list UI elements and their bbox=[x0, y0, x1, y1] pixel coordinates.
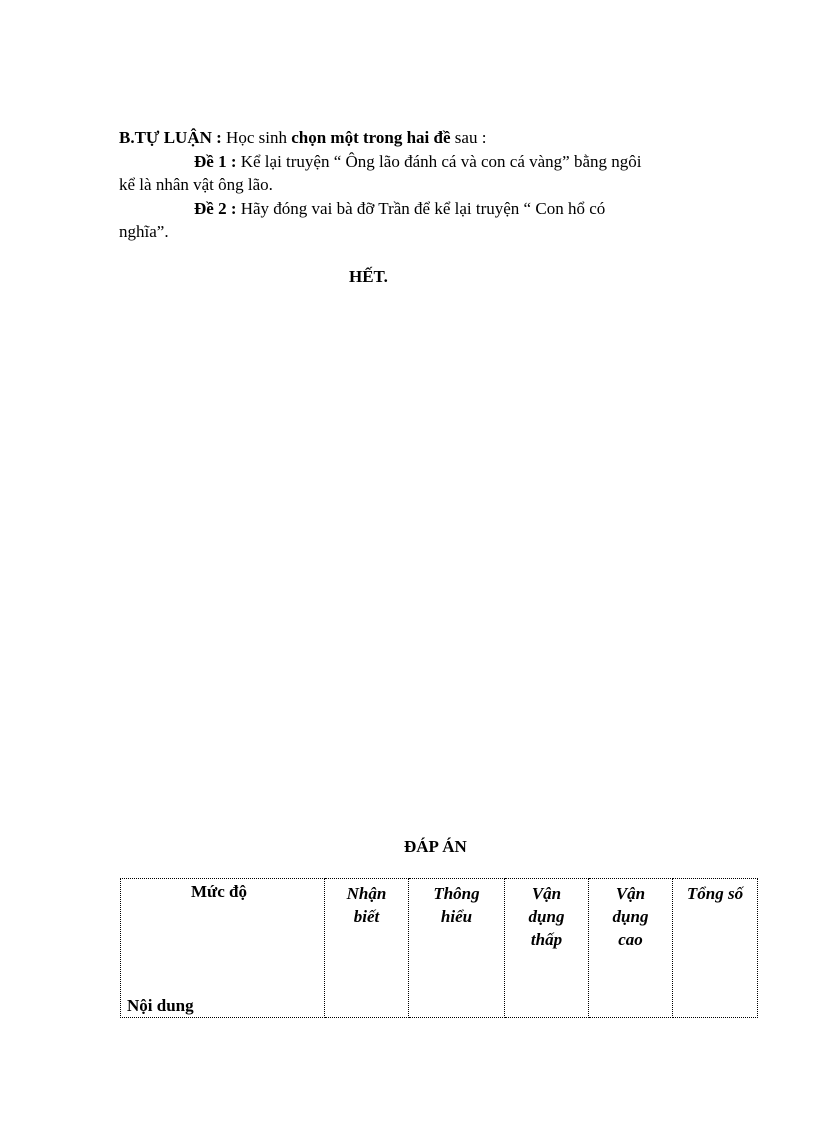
topic-2-continuation: nghĩa”. bbox=[119, 222, 169, 241]
header-word: dụng bbox=[612, 907, 649, 926]
topic-1-label: Đề 1 : bbox=[194, 152, 237, 171]
corner-cell bbox=[121, 879, 325, 1018]
topic-2-line bbox=[194, 199, 605, 219]
table-header-row bbox=[121, 879, 758, 1018]
column-thong-hieu bbox=[409, 879, 505, 1018]
answer-table-container bbox=[120, 878, 757, 1018]
topic-1-continuation: kể là nhân vật ông lão. bbox=[119, 175, 273, 194]
topic-1-line bbox=[194, 152, 642, 172]
instruction-prefix: Học sinh bbox=[221, 128, 292, 147]
content-label: Nội dung bbox=[127, 996, 194, 1015]
essay-heading: B.TỰ LUẬN : bbox=[119, 128, 222, 147]
column-van-dung-thap bbox=[505, 879, 589, 1018]
instruction-suffix: sau : bbox=[450, 128, 487, 147]
topic-2-label: Đề 2 : bbox=[194, 199, 237, 218]
header-word: Vận bbox=[531, 884, 562, 903]
topic-2-text: Hãy đóng vai bà đỡ Trần để kể lại truyện “ Con hổ có bbox=[236, 199, 606, 218]
column-van-dung-cao bbox=[589, 879, 673, 1018]
answer-title: ĐÁP ÁN bbox=[404, 837, 467, 856]
header-word: Nhận bbox=[346, 884, 387, 903]
header-word: cao bbox=[618, 930, 643, 949]
header-word: dụng bbox=[528, 907, 565, 926]
essay-heading-line bbox=[119, 128, 486, 148]
column-tong-so bbox=[673, 879, 758, 1018]
instruction-bold: chọn một trong hai đề bbox=[291, 128, 451, 147]
header-word: Tổng số bbox=[686, 884, 744, 903]
header-word: Vận bbox=[615, 884, 646, 903]
level-label: Mức độ bbox=[191, 882, 247, 901]
end-marker: HẾT. bbox=[349, 267, 388, 286]
header-word: biết bbox=[353, 907, 380, 926]
header-word: Thông bbox=[433, 884, 480, 903]
column-nhan-biet bbox=[325, 879, 409, 1018]
topic-1-text: Kể lại truyện “ Ông lão đánh cá và con cá vàng” bằng ngôi bbox=[236, 152, 642, 171]
header-word: hiểu bbox=[440, 907, 473, 926]
header-word: thấp bbox=[530, 930, 563, 949]
answer-matrix-table bbox=[120, 878, 758, 1018]
